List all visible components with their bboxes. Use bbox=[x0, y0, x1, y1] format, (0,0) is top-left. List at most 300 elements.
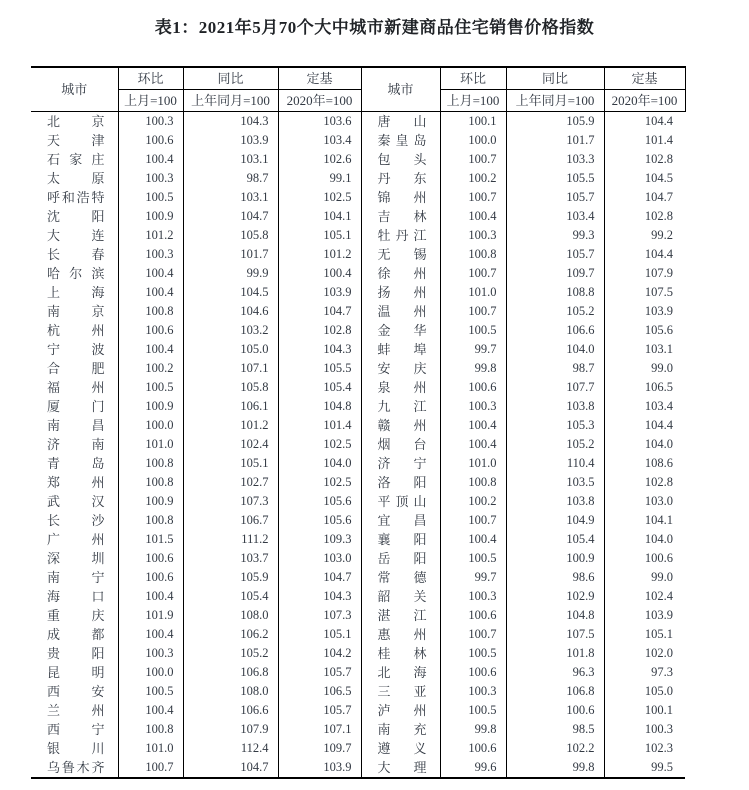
city-cell bbox=[31, 682, 118, 701]
base-cell: 105.1 bbox=[278, 226, 361, 245]
city-name: 赣州 bbox=[377, 418, 427, 433]
yoy-cell: 105.9 bbox=[183, 568, 278, 587]
base-cell: 103.6 bbox=[278, 112, 361, 132]
mom-cell: 100.6 bbox=[118, 549, 183, 568]
city-name: 泉州 bbox=[377, 380, 427, 395]
yoy-cell: 105.8 bbox=[183, 226, 278, 245]
city-cell bbox=[31, 378, 118, 397]
mom-cell: 100.4 bbox=[118, 701, 183, 720]
city-name: 呼和浩特 bbox=[47, 190, 105, 205]
city-name: 长沙 bbox=[47, 513, 105, 528]
mom-cell: 99.7 bbox=[440, 568, 506, 587]
city-name: 上海 bbox=[47, 285, 105, 300]
city-name: 成都 bbox=[47, 627, 105, 642]
table-row bbox=[31, 720, 685, 739]
mom-cell: 101.0 bbox=[118, 739, 183, 758]
base-cell: 106.5 bbox=[278, 682, 361, 701]
yoy-cell: 108.0 bbox=[183, 682, 278, 701]
mom-cell: 100.7 bbox=[440, 150, 506, 169]
header-base-left: 定基 bbox=[278, 67, 361, 90]
yoy-cell: 104.8 bbox=[506, 606, 604, 625]
yoy-cell: 108.0 bbox=[183, 606, 278, 625]
city-cell bbox=[361, 758, 440, 778]
mom-cell: 100.3 bbox=[440, 587, 506, 606]
yoy-cell: 106.7 bbox=[183, 511, 278, 530]
yoy-cell: 105.3 bbox=[506, 416, 604, 435]
table-row bbox=[31, 359, 685, 378]
header-row-main bbox=[31, 67, 685, 90]
base-cell: 100.4 bbox=[278, 264, 361, 283]
mom-cell: 100.8 bbox=[118, 511, 183, 530]
city-name: 兰州 bbox=[47, 703, 105, 718]
base-cell: 105.7 bbox=[278, 701, 361, 720]
table-row bbox=[31, 226, 685, 245]
city-name: 杭州 bbox=[47, 323, 105, 338]
city-cell bbox=[361, 302, 440, 321]
table-row bbox=[31, 739, 685, 758]
city-cell bbox=[31, 720, 118, 739]
table-body bbox=[31, 112, 685, 779]
city-cell bbox=[31, 568, 118, 587]
mom-cell: 100.6 bbox=[440, 606, 506, 625]
base-cell: 103.9 bbox=[604, 606, 685, 625]
base-cell: 104.7 bbox=[278, 302, 361, 321]
mom-cell: 100.4 bbox=[440, 435, 506, 454]
city-cell bbox=[31, 454, 118, 473]
city-cell bbox=[361, 283, 440, 302]
base-cell: 107.3 bbox=[278, 606, 361, 625]
table-row bbox=[31, 682, 685, 701]
city-name: 徐州 bbox=[377, 266, 427, 281]
yoy-cell: 105.1 bbox=[183, 454, 278, 473]
city-name: 吉林 bbox=[377, 209, 427, 224]
mom-cell: 100.6 bbox=[118, 321, 183, 340]
mom-cell: 100.5 bbox=[118, 378, 183, 397]
city-name: 哈尔滨 bbox=[47, 266, 105, 281]
table-row bbox=[31, 473, 685, 492]
mom-cell: 100.4 bbox=[118, 625, 183, 644]
base-cell: 104.0 bbox=[604, 530, 685, 549]
city-name: 济宁 bbox=[377, 456, 427, 471]
subheader-base-right: 2020年=100 bbox=[604, 90, 685, 112]
city-name: 银川 bbox=[47, 741, 105, 756]
mom-cell: 100.3 bbox=[118, 644, 183, 663]
yoy-cell: 101.8 bbox=[506, 644, 604, 663]
subheader-mom-left: 上月=100 bbox=[118, 90, 183, 112]
table-row bbox=[31, 492, 685, 511]
mom-cell: 100.5 bbox=[440, 644, 506, 663]
city-cell bbox=[31, 302, 118, 321]
city-name: 湛江 bbox=[377, 608, 427, 623]
city-cell bbox=[361, 416, 440, 435]
city-name: 常德 bbox=[377, 570, 427, 585]
yoy-cell: 106.1 bbox=[183, 397, 278, 416]
city-cell bbox=[31, 340, 118, 359]
city-name: 长春 bbox=[47, 247, 105, 262]
city-cell bbox=[31, 739, 118, 758]
city-name: 金华 bbox=[377, 323, 427, 338]
header-city-left: 城市 bbox=[31, 67, 118, 112]
yoy-cell: 104.3 bbox=[183, 112, 278, 132]
base-cell: 105.6 bbox=[604, 321, 685, 340]
mom-cell: 100.4 bbox=[440, 207, 506, 226]
city-name: 烟台 bbox=[377, 437, 427, 452]
yoy-cell: 103.8 bbox=[506, 397, 604, 416]
city-cell bbox=[31, 492, 118, 511]
city-cell bbox=[361, 492, 440, 511]
yoy-cell: 105.2 bbox=[183, 644, 278, 663]
mom-cell: 101.5 bbox=[118, 530, 183, 549]
yoy-cell: 103.5 bbox=[506, 473, 604, 492]
base-cell: 105.0 bbox=[604, 682, 685, 701]
subheader-base-left: 2020年=100 bbox=[278, 90, 361, 112]
city-name: 温州 bbox=[377, 304, 427, 319]
table-row bbox=[31, 264, 685, 283]
table-row bbox=[31, 435, 685, 454]
city-cell bbox=[361, 720, 440, 739]
city-cell bbox=[31, 359, 118, 378]
subheader-yoy-right: 上年同月=100 bbox=[506, 90, 604, 112]
city-name: 天津 bbox=[47, 133, 105, 148]
base-cell: 102.5 bbox=[278, 188, 361, 207]
city-cell bbox=[31, 530, 118, 549]
table-row bbox=[31, 321, 685, 340]
subheader-mom-right: 上月=100 bbox=[440, 90, 506, 112]
price-index-table bbox=[31, 66, 686, 779]
mom-cell: 100.4 bbox=[118, 264, 183, 283]
yoy-cell: 104.9 bbox=[506, 511, 604, 530]
city-name: 大连 bbox=[47, 228, 105, 243]
yoy-cell: 98.6 bbox=[506, 568, 604, 587]
base-cell: 104.4 bbox=[604, 112, 685, 132]
city-name: 宁波 bbox=[47, 342, 105, 357]
city-name: 九江 bbox=[377, 399, 427, 414]
yoy-cell: 103.2 bbox=[183, 321, 278, 340]
city-name: 海口 bbox=[47, 589, 105, 604]
header-base-right: 定基 bbox=[604, 67, 685, 90]
base-cell: 100.1 bbox=[604, 701, 685, 720]
city-name: 安庆 bbox=[377, 361, 427, 376]
base-cell: 104.0 bbox=[604, 435, 685, 454]
city-cell bbox=[361, 169, 440, 188]
city-name: 北京 bbox=[47, 114, 105, 129]
city-name: 青岛 bbox=[47, 456, 105, 471]
city-name: 厦门 bbox=[47, 399, 105, 414]
base-cell: 108.6 bbox=[604, 454, 685, 473]
mom-cell: 100.9 bbox=[118, 492, 183, 511]
base-cell: 102.6 bbox=[278, 150, 361, 169]
base-cell: 104.5 bbox=[604, 169, 685, 188]
mom-cell: 99.8 bbox=[440, 720, 506, 739]
base-cell: 102.8 bbox=[604, 150, 685, 169]
city-cell bbox=[361, 587, 440, 606]
city-cell bbox=[31, 245, 118, 264]
city-cell bbox=[361, 207, 440, 226]
city-name: 郑州 bbox=[47, 475, 105, 490]
city-cell bbox=[31, 150, 118, 169]
city-cell bbox=[361, 549, 440, 568]
yoy-cell: 103.9 bbox=[183, 131, 278, 150]
city-name: 遵义 bbox=[377, 741, 427, 756]
base-cell: 100.6 bbox=[604, 549, 685, 568]
base-cell: 104.3 bbox=[278, 587, 361, 606]
yoy-cell: 106.8 bbox=[183, 663, 278, 682]
yoy-cell: 104.7 bbox=[183, 207, 278, 226]
city-name: 贵阳 bbox=[47, 646, 105, 661]
base-cell: 105.1 bbox=[604, 625, 685, 644]
mom-cell: 100.6 bbox=[118, 131, 183, 150]
header-city-right: 城市 bbox=[361, 67, 440, 112]
subheader-yoy-left: 上年同月=100 bbox=[183, 90, 278, 112]
yoy-cell: 105.7 bbox=[506, 245, 604, 264]
city-cell bbox=[31, 397, 118, 416]
mom-cell: 101.0 bbox=[440, 283, 506, 302]
yoy-cell: 105.8 bbox=[183, 378, 278, 397]
city-name: 秦皇岛 bbox=[377, 133, 427, 148]
yoy-cell: 104.6 bbox=[183, 302, 278, 321]
city-name: 南充 bbox=[377, 722, 427, 737]
mom-cell: 100.2 bbox=[440, 492, 506, 511]
yoy-cell: 107.9 bbox=[183, 720, 278, 739]
city-cell bbox=[361, 473, 440, 492]
city-name: 济南 bbox=[47, 437, 105, 452]
city-cell bbox=[31, 112, 118, 132]
table-row bbox=[31, 568, 685, 587]
base-cell: 105.5 bbox=[278, 359, 361, 378]
header-yoy-right: 同比 bbox=[506, 67, 604, 90]
city-name: 南京 bbox=[47, 304, 105, 319]
table-row bbox=[31, 663, 685, 682]
yoy-cell: 99.9 bbox=[183, 264, 278, 283]
yoy-cell: 103.4 bbox=[506, 207, 604, 226]
mom-cell: 100.3 bbox=[118, 169, 183, 188]
mom-cell: 100.8 bbox=[440, 245, 506, 264]
mom-cell: 100.3 bbox=[118, 112, 183, 132]
base-cell: 102.8 bbox=[278, 321, 361, 340]
city-name: 包头 bbox=[377, 152, 427, 167]
city-cell bbox=[361, 359, 440, 378]
mom-cell: 101.0 bbox=[440, 454, 506, 473]
mom-cell: 100.5 bbox=[440, 321, 506, 340]
mom-cell: 100.0 bbox=[118, 663, 183, 682]
city-cell bbox=[361, 435, 440, 454]
yoy-cell: 98.7 bbox=[183, 169, 278, 188]
base-cell: 102.4 bbox=[604, 587, 685, 606]
table-row bbox=[31, 283, 685, 302]
yoy-cell: 99.8 bbox=[506, 758, 604, 778]
table-row bbox=[31, 150, 685, 169]
mom-cell: 100.9 bbox=[118, 397, 183, 416]
yoy-cell: 103.3 bbox=[506, 150, 604, 169]
table-row bbox=[31, 131, 685, 150]
city-cell bbox=[361, 663, 440, 682]
yoy-cell: 104.5 bbox=[183, 283, 278, 302]
yoy-cell: 105.4 bbox=[183, 587, 278, 606]
table-row bbox=[31, 245, 685, 264]
table-row bbox=[31, 530, 685, 549]
city-cell bbox=[31, 321, 118, 340]
base-cell: 103.9 bbox=[278, 758, 361, 778]
mom-cell: 100.5 bbox=[118, 188, 183, 207]
base-cell: 104.2 bbox=[278, 644, 361, 663]
yoy-cell: 105.7 bbox=[506, 188, 604, 207]
city-cell bbox=[31, 644, 118, 663]
yoy-cell: 105.9 bbox=[506, 112, 604, 132]
mom-cell: 100.4 bbox=[118, 150, 183, 169]
base-cell: 104.7 bbox=[278, 568, 361, 587]
city-name: 重庆 bbox=[47, 608, 105, 623]
mom-cell: 100.0 bbox=[118, 416, 183, 435]
city-name: 西安 bbox=[47, 684, 105, 699]
header-mom-right: 环比 bbox=[440, 67, 506, 90]
mom-cell: 100.6 bbox=[118, 568, 183, 587]
yoy-cell: 106.6 bbox=[183, 701, 278, 720]
table-row bbox=[31, 454, 685, 473]
mom-cell: 100.8 bbox=[118, 720, 183, 739]
table-row bbox=[31, 378, 685, 397]
city-name: 沈阳 bbox=[47, 209, 105, 224]
city-name: 大理 bbox=[377, 760, 427, 775]
mom-cell: 100.4 bbox=[118, 340, 183, 359]
city-cell bbox=[31, 169, 118, 188]
mom-cell: 100.3 bbox=[118, 245, 183, 264]
mom-cell: 100.8 bbox=[118, 454, 183, 473]
yoy-cell: 100.6 bbox=[506, 701, 604, 720]
mom-cell: 101.9 bbox=[118, 606, 183, 625]
base-cell: 104.1 bbox=[604, 511, 685, 530]
base-cell: 99.2 bbox=[604, 226, 685, 245]
city-cell bbox=[361, 397, 440, 416]
mom-cell: 101.2 bbox=[118, 226, 183, 245]
mom-cell: 100.7 bbox=[440, 264, 506, 283]
table-row bbox=[31, 549, 685, 568]
base-cell: 102.5 bbox=[278, 435, 361, 454]
mom-cell: 100.6 bbox=[440, 739, 506, 758]
mom-cell: 100.7 bbox=[118, 758, 183, 778]
city-cell bbox=[31, 188, 118, 207]
city-name: 无锡 bbox=[377, 247, 427, 262]
mom-cell: 100.8 bbox=[118, 473, 183, 492]
yoy-cell: 101.2 bbox=[183, 416, 278, 435]
base-cell: 104.4 bbox=[604, 416, 685, 435]
base-cell: 107.9 bbox=[604, 264, 685, 283]
city-cell bbox=[361, 112, 440, 132]
city-cell bbox=[361, 644, 440, 663]
city-cell bbox=[31, 207, 118, 226]
mom-cell: 101.0 bbox=[118, 435, 183, 454]
base-cell: 105.4 bbox=[278, 378, 361, 397]
city-cell bbox=[31, 758, 118, 778]
yoy-cell: 110.4 bbox=[506, 454, 604, 473]
mom-cell: 100.4 bbox=[118, 587, 183, 606]
table-row bbox=[31, 397, 685, 416]
city-cell bbox=[361, 321, 440, 340]
yoy-cell: 106.2 bbox=[183, 625, 278, 644]
yoy-cell: 104.0 bbox=[506, 340, 604, 359]
city-name: 深圳 bbox=[47, 551, 105, 566]
base-cell: 107.5 bbox=[604, 283, 685, 302]
yoy-cell: 105.4 bbox=[506, 530, 604, 549]
yoy-cell: 103.1 bbox=[183, 150, 278, 169]
base-cell: 104.0 bbox=[278, 454, 361, 473]
city-cell bbox=[361, 150, 440, 169]
mom-cell: 99.7 bbox=[440, 340, 506, 359]
city-name: 泸州 bbox=[377, 703, 427, 718]
base-cell: 102.8 bbox=[604, 207, 685, 226]
yoy-cell: 98.5 bbox=[506, 720, 604, 739]
table-row bbox=[31, 625, 685, 644]
city-name: 岳阳 bbox=[377, 551, 427, 566]
city-name: 石家庄 bbox=[47, 152, 105, 167]
base-cell: 102.5 bbox=[278, 473, 361, 492]
city-name: 宜昌 bbox=[377, 513, 427, 528]
city-name: 南宁 bbox=[47, 570, 105, 585]
base-cell: 105.1 bbox=[278, 625, 361, 644]
city-cell bbox=[361, 226, 440, 245]
yoy-cell: 105.5 bbox=[506, 169, 604, 188]
base-cell: 103.4 bbox=[604, 397, 685, 416]
city-cell bbox=[361, 568, 440, 587]
city-name: 丹东 bbox=[377, 171, 427, 186]
base-cell: 104.7 bbox=[604, 188, 685, 207]
yoy-cell: 112.4 bbox=[183, 739, 278, 758]
base-cell: 105.6 bbox=[278, 492, 361, 511]
base-cell: 101.4 bbox=[278, 416, 361, 435]
table-row bbox=[31, 758, 685, 778]
mom-cell: 100.7 bbox=[440, 625, 506, 644]
city-name: 平顶山 bbox=[377, 494, 427, 509]
city-cell bbox=[361, 530, 440, 549]
yoy-cell: 107.3 bbox=[183, 492, 278, 511]
mom-cell: 100.4 bbox=[440, 416, 506, 435]
base-cell: 103.1 bbox=[604, 340, 685, 359]
yoy-cell: 99.3 bbox=[506, 226, 604, 245]
table-row bbox=[31, 587, 685, 606]
base-cell: 103.4 bbox=[278, 131, 361, 150]
mom-cell: 100.6 bbox=[440, 663, 506, 682]
yoy-cell: 106.6 bbox=[506, 321, 604, 340]
yoy-cell: 101.7 bbox=[183, 245, 278, 264]
city-cell bbox=[31, 131, 118, 150]
city-name: 牡丹江 bbox=[377, 228, 427, 243]
mom-cell: 100.1 bbox=[440, 112, 506, 132]
mom-cell: 100.8 bbox=[440, 473, 506, 492]
yoy-cell: 106.8 bbox=[506, 682, 604, 701]
city-name: 乌鲁木齐 bbox=[47, 760, 105, 775]
mom-cell: 100.5 bbox=[118, 682, 183, 701]
base-cell: 105.6 bbox=[278, 511, 361, 530]
city-cell bbox=[361, 245, 440, 264]
table-row bbox=[31, 511, 685, 530]
city-cell bbox=[361, 606, 440, 625]
base-cell: 100.3 bbox=[604, 720, 685, 739]
yoy-cell: 105.2 bbox=[506, 435, 604, 454]
city-cell bbox=[31, 549, 118, 568]
base-cell: 103.0 bbox=[604, 492, 685, 511]
city-name: 北海 bbox=[377, 665, 427, 680]
city-cell bbox=[31, 625, 118, 644]
base-cell: 101.4 bbox=[604, 131, 685, 150]
mom-cell: 100.7 bbox=[440, 188, 506, 207]
mom-cell: 100.0 bbox=[440, 131, 506, 150]
mom-cell: 99.6 bbox=[440, 758, 506, 778]
city-name: 惠州 bbox=[377, 627, 427, 642]
city-name: 福州 bbox=[47, 380, 105, 395]
base-cell: 102.8 bbox=[604, 473, 685, 492]
mom-cell: 100.8 bbox=[118, 302, 183, 321]
yoy-cell: 102.2 bbox=[506, 739, 604, 758]
mom-cell: 100.6 bbox=[440, 378, 506, 397]
